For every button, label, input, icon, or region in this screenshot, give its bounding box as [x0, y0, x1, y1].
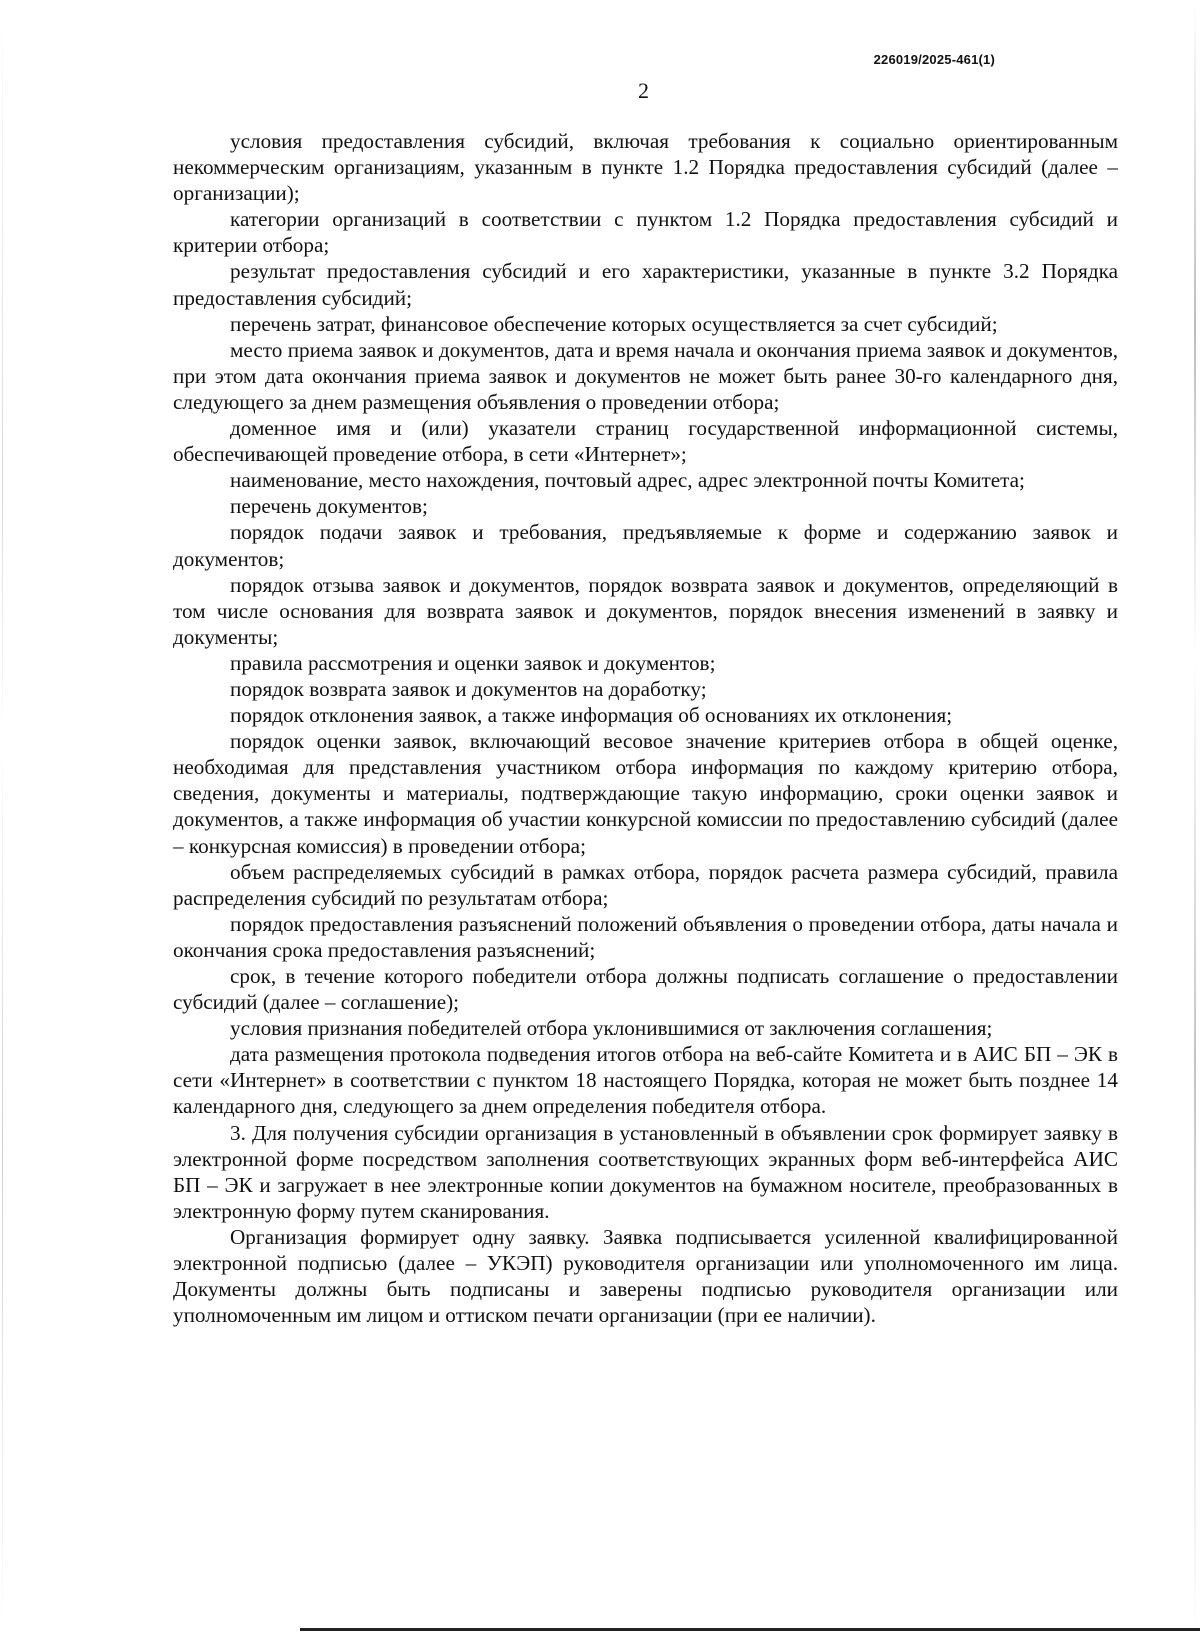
paragraph: результат предоставления субсидий и его характеристики, указанные в пункте 3.2 Порядка предоставления субсидий;: [173, 259, 1118, 310]
paragraph: место приема заявок и документов, дата и время начала и окончания приема заявок и документов, при этом дата окончания приема заявок и документов не может быть ранее 30-го календарного дня, следующего за днем размещения объявления о проведении отбора;: [173, 337, 1118, 414]
page-number: 2: [638, 78, 649, 103]
paragraph: порядок подачи заявок и требования, предъявляемые к форме и содержанию заявок и документов;: [173, 520, 1118, 571]
paragraph: порядок возврата заявок и документов на доработку;: [230, 676, 707, 701]
scan-edge-left: [2, 0, 3, 1639]
paragraph: категории организаций в соответствии с пунктом 1.2 Порядка предоставления субсидий и критерии отбора;: [173, 207, 1118, 258]
paragraph-numbered-3: 3. Для получения субсидии организация в установленный в объявлении срок формирует заявку в электронной форме посредством заполнения соответствующих экранных форм веб-интерфейса АИС БП – ЭК и загружает в нее электронные копии документов на бумажном носителе, преобразованных в электронную форму путем сканирования.: [173, 1120, 1118, 1223]
paragraph: дата размещения протокола подведения итогов отбора на веб-сайте Комитета и в АИС БП – ЭК в сети «Интернет» в соответствии с пунктом 18 настоящего Порядка, которая не может быть позднее 14 календарного дня, следующего за днем определения победителя отбора.: [173, 1042, 1118, 1119]
paragraph: порядок отклонения заявок, а также информация об основаниях их отклонения;: [230, 703, 953, 728]
paragraph: Организация формирует одну заявку. Заявка подписывается усиленной квалифицированной электронной подписью (далее – УКЭП) руководителя организации или уполномоченного им лица. Документы должны быть подписаны и заверены подписью руководителя организации или уполномоченным им лицом и оттиском печати организации (при ее наличии).: [173, 1224, 1118, 1328]
paragraph: порядок предоставления разъяснений положений объявления о проведении отбора, даты начала и окончания срока предоставления разъяснений;: [173, 911, 1118, 962]
paragraph: порядок оценки заявок, включающий весовое значение критериев отбора в общей оценке, необходимая для представления участником отбора информация по каждому критерию отбора, сведения, документы и материалы, подтверждающие такую информацию, сроки оценки заявок и документов, а также информация об участии конкурсной комиссии по предоставлению субсидий (далее – конкурсная комиссия) в проведении отбора;: [173, 729, 1118, 858]
paragraph: срок, в течение которого победители отбора должны подписать соглашение о предоставлении субсидий (далее – соглашение);: [173, 964, 1118, 1015]
paragraph: условия признания победителей отбора уклонившимися от заключения соглашения;: [230, 1016, 993, 1041]
paragraph: перечень документов;: [230, 494, 428, 519]
scan-bottom-edge: [300, 1628, 1200, 1631]
paragraph: доменное имя и (или) указатели страниц государственной информационной системы, обеспечивающей проведение отбора, в сети «Интернет»;: [173, 416, 1118, 467]
paragraph: правила рассмотрения и оценки заявок и документов;: [230, 650, 716, 675]
paragraph: объем распределяемых субсидий в рамках отбора, порядок расчета размера субсидий, правила распределения субсидий по результатам отбора;: [173, 859, 1118, 910]
document-registration-number: 226019/2025-461(1): [873, 52, 995, 67]
paragraph: перечень затрат, финансовое обеспечение которых осуществляется за счет субсидий;: [230, 311, 998, 336]
paragraph: условия предоставления субсидий, включая требования к социально ориентированным некоммерческим организациям, указанным в пункте 1.2 Порядка предоставления субсидий (далее – организации);: [173, 129, 1118, 206]
document-body: [173, 128, 1118, 1328]
scan-edge-right: [1194, 0, 1196, 1639]
paragraph: наименование, место нахождения, почтовый адрес, адрес электронной почты Комитета;: [230, 468, 1025, 493]
paragraph: порядок отзыва заявок и документов, порядок возврата заявок и документов, определяющий в том числе основания для возврата заявок и документов, порядок внесения изменений в заявку и документы;: [173, 572, 1118, 649]
